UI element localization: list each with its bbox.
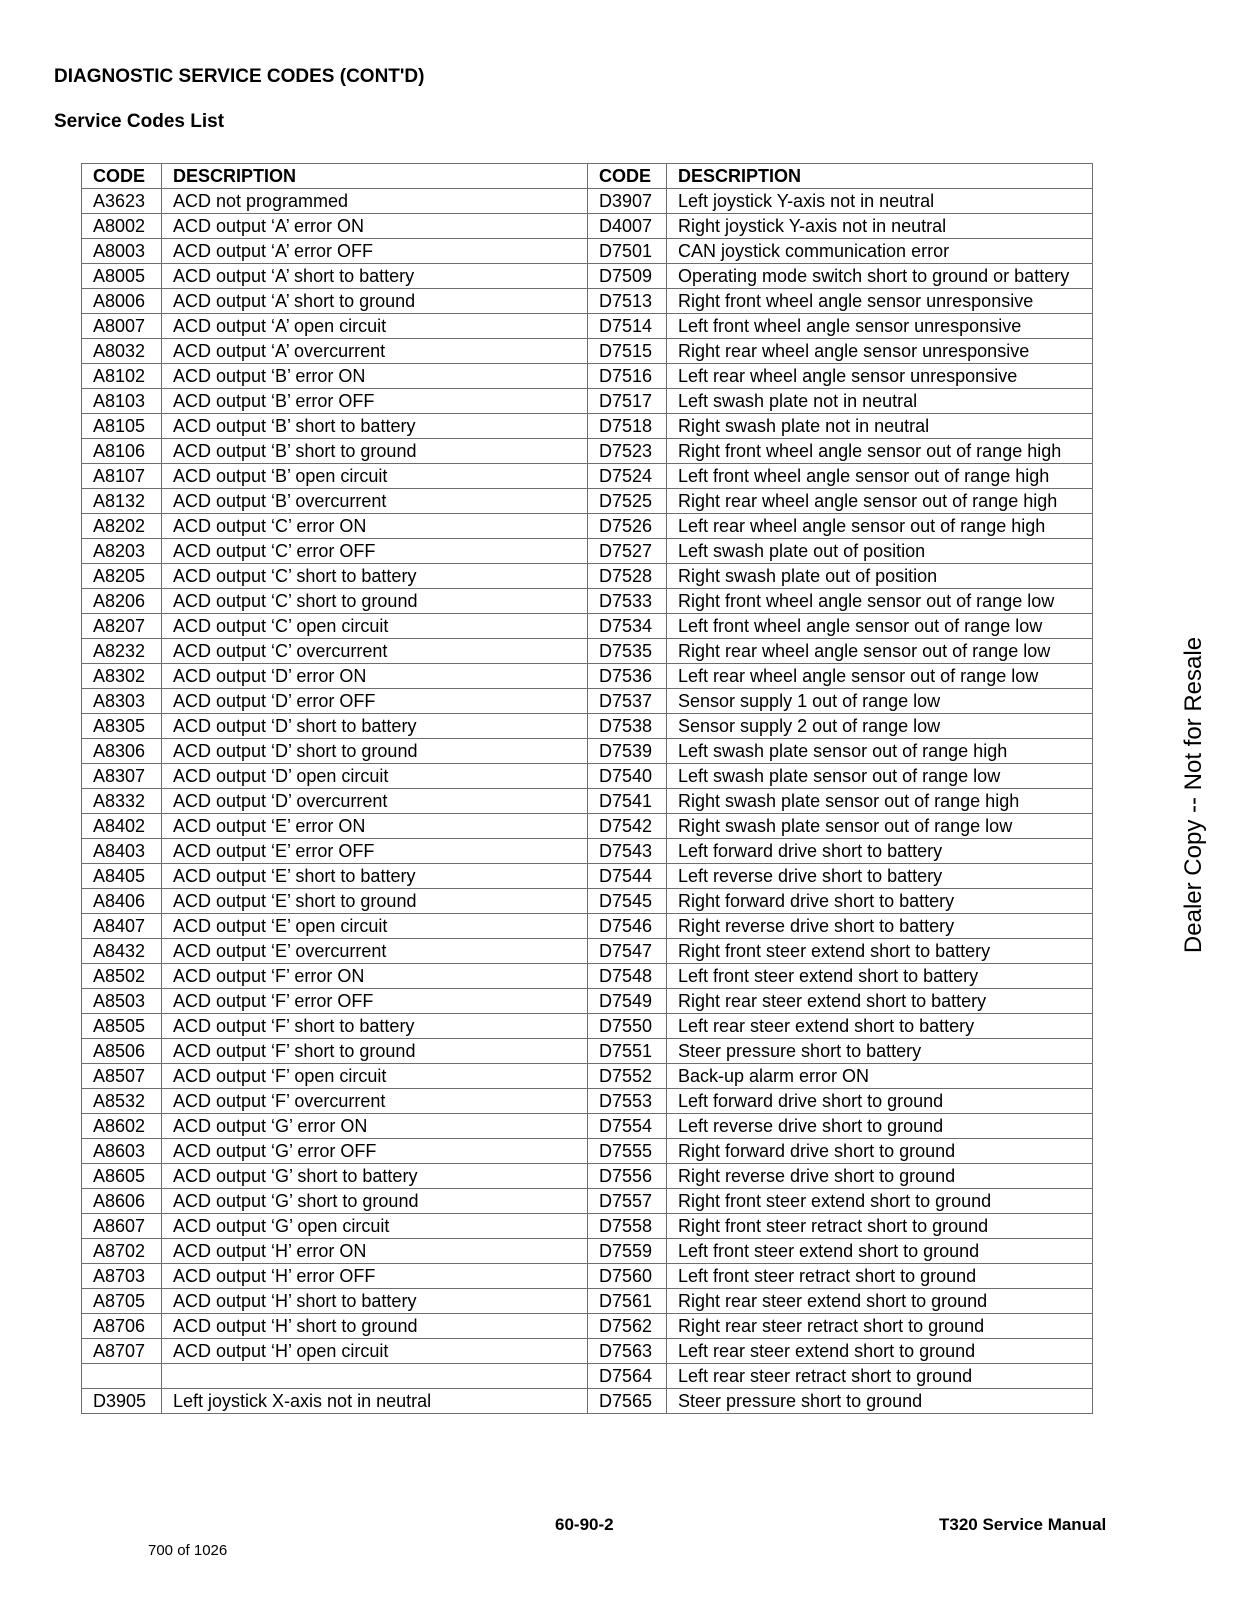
table-row — [82, 564, 1093, 589]
code-cell: A8032 — [82, 339, 162, 364]
code-cell: D7516 — [588, 364, 667, 389]
code-cell: D7534 — [588, 614, 667, 639]
table-row — [82, 814, 1093, 839]
code-cell: A8432 — [82, 939, 162, 964]
description-cell: ACD output ‘F’ short to battery — [162, 1014, 588, 1039]
description-cell: ACD output ‘A’ error ON — [162, 214, 588, 239]
code-cell: A8207 — [82, 614, 162, 639]
table-row — [82, 314, 1093, 339]
description-cell: Left front wheel angle sensor out of range low — [667, 614, 1093, 639]
code-cell: A8307 — [82, 764, 162, 789]
code-cell: D7556 — [588, 1164, 667, 1189]
table-row — [82, 289, 1093, 314]
code-cell: A8603 — [82, 1139, 162, 1164]
description-cell: Right rear wheel angle sensor out of range low — [667, 639, 1093, 664]
table-row — [82, 714, 1093, 739]
code-cell: A8706 — [82, 1314, 162, 1339]
code-cell: D7546 — [588, 914, 667, 939]
code-cell: D7555 — [588, 1139, 667, 1164]
code-cell: D7538 — [588, 714, 667, 739]
description-cell: Right forward drive short to battery — [667, 889, 1093, 914]
description-cell: Left reverse drive short to ground — [667, 1114, 1093, 1139]
description-cell: ACD output ‘D’ open circuit — [162, 764, 588, 789]
code-cell: A8505 — [82, 1014, 162, 1039]
subtitle: Service Codes List — [54, 111, 225, 132]
code-cell: D4007 — [588, 214, 667, 239]
table-row — [82, 489, 1093, 514]
page-count: 700 of 1026 — [148, 1542, 228, 1559]
code-cell: A8532 — [82, 1089, 162, 1114]
description-cell: ACD output ‘E’ error ON — [162, 814, 588, 839]
description-cell: Right front steer extend short to battery — [667, 939, 1093, 964]
description-cell: ACD output ‘B’ short to ground — [162, 439, 588, 464]
table-row — [82, 414, 1093, 439]
code-cell: A8407 — [82, 914, 162, 939]
description-cell: Left rear steer extend short to battery — [667, 1014, 1093, 1039]
description-cell: Left rear steer extend short to ground — [667, 1339, 1093, 1364]
code-cell: D7553 — [588, 1089, 667, 1114]
description-cell: ACD output ‘H’ error OFF — [162, 1264, 588, 1289]
column-header-code: CODE — [588, 164, 667, 189]
description-cell: ACD output ‘C’ open circuit — [162, 614, 588, 639]
description-cell: ACD output ‘F’ error ON — [162, 964, 588, 989]
description-cell: Left forward drive short to ground — [667, 1089, 1093, 1114]
code-cell: A8605 — [82, 1164, 162, 1189]
table-row — [82, 1339, 1093, 1364]
code-cell: A8105 — [82, 414, 162, 439]
table-header-row — [82, 164, 1093, 189]
table-row — [82, 839, 1093, 864]
code-cell: D7527 — [588, 539, 667, 564]
code-cell: D3907 — [588, 189, 667, 214]
code-cell: A8132 — [82, 489, 162, 514]
code-cell: A8703 — [82, 1264, 162, 1289]
code-cell: D7552 — [588, 1064, 667, 1089]
description-cell: ACD output ‘A’ open circuit — [162, 314, 588, 339]
code-cell: D7515 — [588, 339, 667, 364]
table-row — [82, 1064, 1093, 1089]
description-cell: ACD output ‘G’ short to battery — [162, 1164, 588, 1189]
description-cell: ACD output ‘C’ error OFF — [162, 539, 588, 564]
table-row — [82, 964, 1093, 989]
code-cell: D7545 — [588, 889, 667, 914]
code-cell: A8305 — [82, 714, 162, 739]
description-cell: Left joystick Y-axis not in neutral — [667, 189, 1093, 214]
service-codes-table — [81, 163, 1093, 1414]
description-cell: Right reverse drive short to ground — [667, 1164, 1093, 1189]
table-row — [82, 214, 1093, 239]
code-cell: A8306 — [82, 739, 162, 764]
table-row — [82, 1139, 1093, 1164]
code-cell: D7501 — [588, 239, 667, 264]
description-cell: Left joystick X-axis not in neutral — [162, 1389, 588, 1414]
code-cell: A8707 — [82, 1339, 162, 1364]
table-row — [82, 689, 1093, 714]
code-cell: A8005 — [82, 264, 162, 289]
code-cell: A8405 — [82, 864, 162, 889]
description-cell: Right front wheel angle sensor unresponsive — [667, 289, 1093, 314]
description-cell — [162, 1364, 588, 1389]
description-cell: Left front wheel angle sensor unresponsive — [667, 314, 1093, 339]
code-cell: A8302 — [82, 664, 162, 689]
description-cell: ACD output ‘G’ error ON — [162, 1114, 588, 1139]
code-cell: D7509 — [588, 264, 667, 289]
code-cell: D7518 — [588, 414, 667, 439]
description-cell: Sensor supply 2 out of range low — [667, 714, 1093, 739]
code-cell: A8106 — [82, 439, 162, 464]
description-cell: ACD output ‘B’ error ON — [162, 364, 588, 389]
table-row — [82, 664, 1093, 689]
table-row — [82, 1089, 1093, 1114]
code-cell: A8602 — [82, 1114, 162, 1139]
table-row — [82, 1364, 1093, 1389]
code-cell: D7558 — [588, 1214, 667, 1239]
page-number: 60-90-2 — [555, 1515, 614, 1534]
code-cell: A8607 — [82, 1214, 162, 1239]
table-row — [82, 589, 1093, 614]
description-cell: Left forward drive short to battery — [667, 839, 1093, 864]
description-cell: ACD output ‘B’ open circuit — [162, 464, 588, 489]
table-row — [82, 739, 1093, 764]
description-cell: Right front wheel angle sensor out of range low — [667, 589, 1093, 614]
manual-title: T320 Service Manual — [939, 1515, 1107, 1534]
code-cell: A8332 — [82, 789, 162, 814]
code-cell: D7514 — [588, 314, 667, 339]
code-cell: D7533 — [588, 589, 667, 614]
description-cell: ACD output ‘A’ error OFF — [162, 239, 588, 264]
code-cell: A8503 — [82, 989, 162, 1014]
description-cell: ACD output ‘D’ short to ground — [162, 739, 588, 764]
description-cell: ACD output ‘E’ short to battery — [162, 864, 588, 889]
code-cell — [82, 1364, 162, 1389]
description-cell: ACD output ‘C’ overcurrent — [162, 639, 588, 664]
code-cell: D7554 — [588, 1114, 667, 1139]
column-header-code: CODE — [82, 164, 162, 189]
table-row — [82, 1389, 1093, 1414]
table-row — [82, 364, 1093, 389]
description-cell: Left rear steer retract short to ground — [667, 1364, 1093, 1389]
code-cell: D7524 — [588, 464, 667, 489]
description-cell: Left swash plate out of position — [667, 539, 1093, 564]
code-cell: D3905 — [82, 1389, 162, 1414]
description-cell: Left swash plate sensor out of range high — [667, 739, 1093, 764]
description-cell: ACD output ‘D’ short to battery — [162, 714, 588, 739]
table-row — [82, 1189, 1093, 1214]
description-cell: ACD output ‘G’ short to ground — [162, 1189, 588, 1214]
code-cell: A8007 — [82, 314, 162, 339]
description-cell: Right rear steer extend short to ground — [667, 1289, 1093, 1314]
description-cell: ACD output ‘G’ open circuit — [162, 1214, 588, 1239]
description-cell: Back-up alarm error ON — [667, 1064, 1093, 1089]
column-header-description: DESCRIPTION — [667, 164, 1093, 189]
description-cell: ACD output ‘F’ open circuit — [162, 1064, 588, 1089]
watermark: Dealer Copy -- Not for Resale — [1180, 636, 1207, 954]
code-cell: A8203 — [82, 539, 162, 564]
description-cell: Steer pressure short to battery — [667, 1039, 1093, 1064]
code-cell: A8002 — [82, 214, 162, 239]
description-cell: ACD output ‘B’ overcurrent — [162, 489, 588, 514]
code-cell: D7565 — [588, 1389, 667, 1414]
description-cell: Left front steer retract short to ground — [667, 1264, 1093, 1289]
code-cell: D7560 — [588, 1264, 667, 1289]
table-row — [82, 1314, 1093, 1339]
code-cell: D7525 — [588, 489, 667, 514]
table-row — [82, 189, 1093, 214]
table-row — [82, 339, 1093, 364]
description-cell: Right swash plate out of position — [667, 564, 1093, 589]
code-cell: A8303 — [82, 689, 162, 714]
description-cell: Left front steer extend short to ground — [667, 1239, 1093, 1264]
description-cell: Left swash plate not in neutral — [667, 389, 1093, 414]
table-row — [82, 539, 1093, 564]
code-cell: D7541 — [588, 789, 667, 814]
code-cell: D7551 — [588, 1039, 667, 1064]
table-row — [82, 764, 1093, 789]
table-row — [82, 1214, 1093, 1239]
code-cell: A8202 — [82, 514, 162, 539]
description-cell: Steer pressure short to ground — [667, 1389, 1093, 1414]
description-cell: ACD output ‘F’ error OFF — [162, 989, 588, 1014]
code-cell: D7544 — [588, 864, 667, 889]
code-cell: A8205 — [82, 564, 162, 589]
description-cell: ACD output ‘D’ error ON — [162, 664, 588, 689]
description-cell: Left rear wheel angle sensor unresponsive — [667, 364, 1093, 389]
code-cell: D7539 — [588, 739, 667, 764]
description-cell: Left rear wheel angle sensor out of range high — [667, 514, 1093, 539]
description-cell: Right swash plate sensor out of range low — [667, 814, 1093, 839]
description-cell: ACD output ‘H’ error ON — [162, 1239, 588, 1264]
description-cell: ACD output ‘H’ open circuit — [162, 1339, 588, 1364]
code-cell: A8702 — [82, 1239, 162, 1264]
code-cell: D7549 — [588, 989, 667, 1014]
table-row — [82, 789, 1093, 814]
description-cell: Right rear steer retract short to ground — [667, 1314, 1093, 1339]
description-cell: Operating mode switch short to ground or battery — [667, 264, 1093, 289]
description-cell: ACD output ‘A’ short to ground — [162, 289, 588, 314]
description-cell: Right front wheel angle sensor out of range high — [667, 439, 1093, 464]
table-row — [82, 1289, 1093, 1314]
code-cell: D7564 — [588, 1364, 667, 1389]
description-cell: ACD output ‘G’ error OFF — [162, 1139, 588, 1164]
code-cell: D7543 — [588, 839, 667, 864]
description-cell: Sensor supply 1 out of range low — [667, 689, 1093, 714]
description-cell: ACD output ‘C’ error ON — [162, 514, 588, 539]
code-cell: D7528 — [588, 564, 667, 589]
description-cell: ACD output ‘D’ overcurrent — [162, 789, 588, 814]
code-cell: D7537 — [588, 689, 667, 714]
description-cell: ACD output ‘E’ short to ground — [162, 889, 588, 914]
code-cell: D7540 — [588, 764, 667, 789]
code-cell: A8003 — [82, 239, 162, 264]
table-row — [82, 1039, 1093, 1064]
description-cell: Left rear wheel angle sensor out of range low — [667, 664, 1093, 689]
table-row — [82, 639, 1093, 664]
description-cell: CAN joystick communication error — [667, 239, 1093, 264]
description-cell: Left swash plate sensor out of range low — [667, 764, 1093, 789]
code-cell: A8232 — [82, 639, 162, 664]
code-cell: A8402 — [82, 814, 162, 839]
code-cell: D7563 — [588, 1339, 667, 1364]
description-cell: Left reverse drive short to battery — [667, 864, 1093, 889]
column-header-description: DESCRIPTION — [162, 164, 588, 189]
table-row — [82, 239, 1093, 264]
code-cell: A8502 — [82, 964, 162, 989]
table-row — [82, 989, 1093, 1014]
description-cell: ACD output ‘C’ short to ground — [162, 589, 588, 614]
description-cell: Right rear steer extend short to battery — [667, 989, 1093, 1014]
table-body — [82, 189, 1093, 1414]
table-row — [82, 464, 1093, 489]
description-cell: Right rear wheel angle sensor unresponsive — [667, 339, 1093, 364]
section-title: DIAGNOSTIC SERVICE CODES (CONT'D) — [54, 66, 425, 87]
code-cell: D7536 — [588, 664, 667, 689]
description-cell: Right swash plate not in neutral — [667, 414, 1093, 439]
description-cell: ACD output ‘E’ error OFF — [162, 839, 588, 864]
code-cell: D7561 — [588, 1289, 667, 1314]
code-cell: D7547 — [588, 939, 667, 964]
description-cell: ACD output ‘A’ overcurrent — [162, 339, 588, 364]
description-cell: Right front steer extend short to ground — [667, 1189, 1093, 1214]
description-cell: Right front steer retract short to ground — [667, 1214, 1093, 1239]
table-row — [82, 889, 1093, 914]
description-cell: Right reverse drive short to battery — [667, 914, 1093, 939]
description-cell: Left front steer extend short to battery — [667, 964, 1093, 989]
table-row — [82, 864, 1093, 889]
code-cell: D7517 — [588, 389, 667, 414]
description-cell: ACD output ‘E’ open circuit — [162, 914, 588, 939]
table-row — [82, 614, 1093, 639]
code-cell: A8102 — [82, 364, 162, 389]
table-row — [82, 514, 1093, 539]
description-cell: ACD output ‘B’ short to battery — [162, 414, 588, 439]
description-cell: ACD output ‘F’ short to ground — [162, 1039, 588, 1064]
table-row — [82, 389, 1093, 414]
code-cell: A8705 — [82, 1289, 162, 1314]
code-cell: D7526 — [588, 514, 667, 539]
description-cell: ACD output ‘D’ error OFF — [162, 689, 588, 714]
table-row — [82, 1264, 1093, 1289]
table-row — [82, 439, 1093, 464]
code-cell: A8506 — [82, 1039, 162, 1064]
code-cell: D7535 — [588, 639, 667, 664]
code-cell: D7542 — [588, 814, 667, 839]
description-cell: ACD output ‘B’ error OFF — [162, 389, 588, 414]
description-cell: ACD output ‘A’ short to battery — [162, 264, 588, 289]
code-cell: A8206 — [82, 589, 162, 614]
description-cell: Right forward drive short to ground — [667, 1139, 1093, 1164]
code-cell: A8406 — [82, 889, 162, 914]
table-row — [82, 264, 1093, 289]
description-cell: ACD output ‘H’ short to ground — [162, 1314, 588, 1339]
table-row — [82, 1239, 1093, 1264]
description-cell: ACD output ‘E’ overcurrent — [162, 939, 588, 964]
table-row — [82, 1014, 1093, 1039]
code-cell: D7513 — [588, 289, 667, 314]
code-cell: D7557 — [588, 1189, 667, 1214]
table-row — [82, 1164, 1093, 1189]
code-cell: A8006 — [82, 289, 162, 314]
description-cell: ACD output ‘C’ short to battery — [162, 564, 588, 589]
code-cell: A8107 — [82, 464, 162, 489]
code-cell: D7559 — [588, 1239, 667, 1264]
code-cell: D7523 — [588, 439, 667, 464]
table-row — [82, 914, 1093, 939]
code-cell: A8103 — [82, 389, 162, 414]
description-cell: ACD output ‘H’ short to battery — [162, 1289, 588, 1314]
description-cell: ACD output ‘F’ overcurrent — [162, 1089, 588, 1114]
code-cell: A8403 — [82, 839, 162, 864]
code-cell: A3623 — [82, 189, 162, 214]
description-cell: Left front wheel angle sensor out of range high — [667, 464, 1093, 489]
description-cell: ACD not programmed — [162, 189, 588, 214]
description-cell: Right swash plate sensor out of range high — [667, 789, 1093, 814]
code-cell: A8606 — [82, 1189, 162, 1214]
code-cell: A8507 — [82, 1064, 162, 1089]
code-cell: D7548 — [588, 964, 667, 989]
code-cell: D7562 — [588, 1314, 667, 1339]
description-cell: Right rear wheel angle sensor out of range high — [667, 489, 1093, 514]
table-row — [82, 1114, 1093, 1139]
code-cell: D7550 — [588, 1014, 667, 1039]
table-row — [82, 939, 1093, 964]
description-cell: Right joystick Y-axis not in neutral — [667, 214, 1093, 239]
